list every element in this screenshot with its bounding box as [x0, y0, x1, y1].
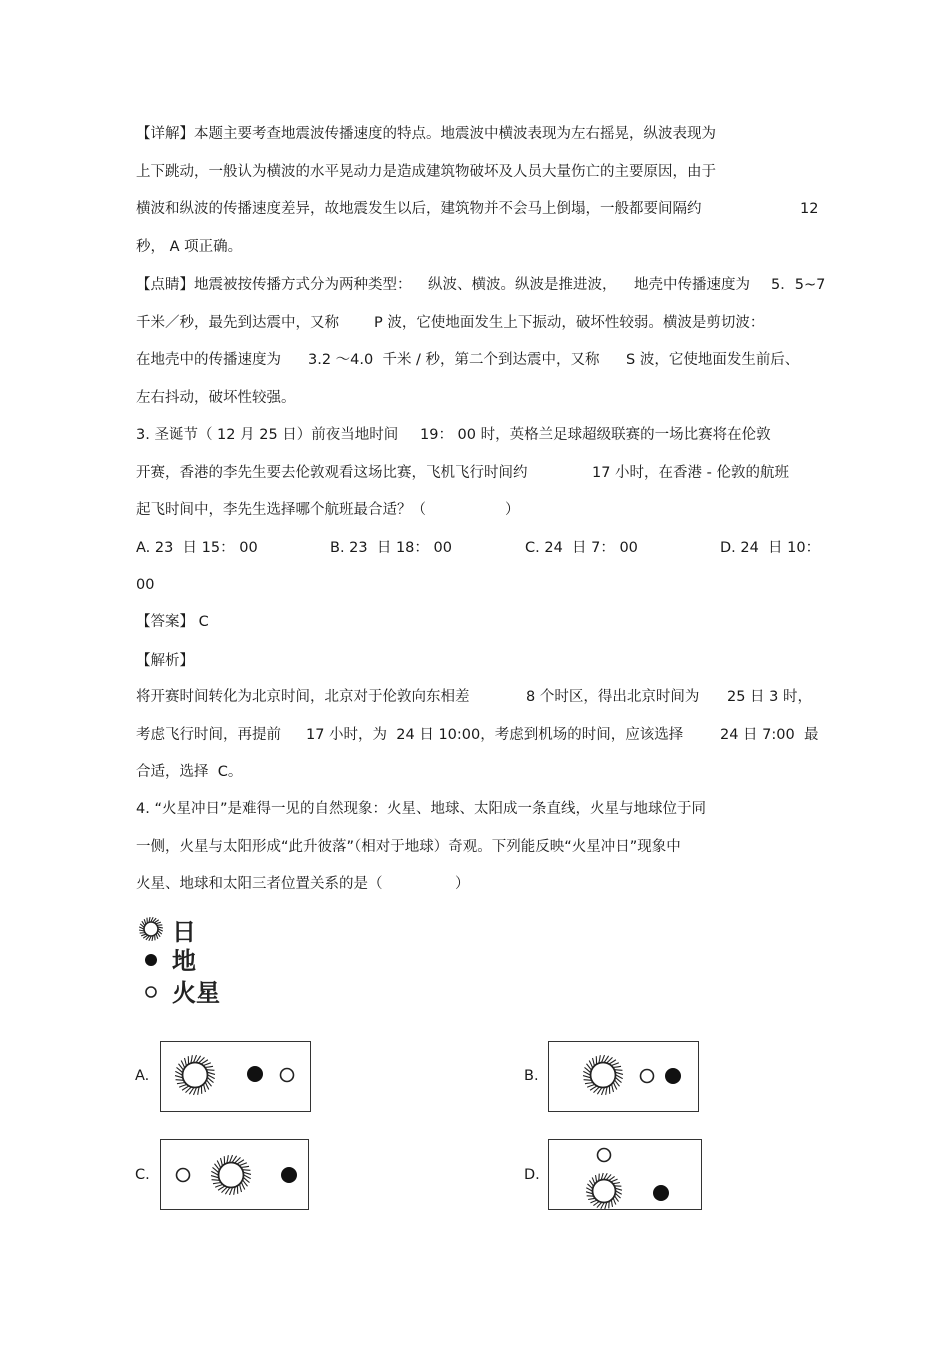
- earth-icon: [138, 945, 164, 971]
- sun-ray: [612, 1085, 614, 1092]
- earth-icon: [653, 1185, 669, 1201]
- sun-ray: [202, 1060, 208, 1064]
- q3-option-a: A. 23 日 15： 00: [136, 540, 258, 556]
- sun-ray: [614, 1083, 617, 1090]
- sun-ray: [242, 1183, 245, 1190]
- sun-ray: [601, 1203, 604, 1209]
- sun-ray: [238, 1160, 244, 1164]
- sun-ray: [143, 936, 147, 939]
- detail-line-3-number: 12: [800, 201, 819, 217]
- sun-ray: [217, 1161, 220, 1168]
- q4-line-2: 一侧，火星与太阳形成“此升彼落”（相对于地球）奇观。下列能反映“火星冲日”现象中: [136, 839, 681, 855]
- sun-icon: [138, 916, 164, 942]
- mars-icon: [138, 977, 164, 1003]
- tip-line-4: 左右抖动，破坏性较强。: [136, 390, 296, 406]
- q3-analysis-line-1-b: 8 个时区，得出北京时间为: [526, 689, 700, 705]
- sun-ray: [592, 1058, 594, 1065]
- sun-ray: [610, 1060, 616, 1064]
- sun-ray: [243, 1170, 251, 1171]
- tip-line-2: 千米／秒，最先到达震中，又称: [136, 315, 339, 331]
- tip-line-3-c: S 波，它使地面发生前后、: [626, 352, 800, 368]
- sun-ray: [139, 927, 143, 929]
- tip-line-1-c: 地壳中传播速度为: [634, 277, 750, 293]
- sun-ray: [597, 1203, 601, 1208]
- sun-ray: [153, 918, 156, 922]
- sun-ray: [599, 1055, 600, 1062]
- sun-ray: [182, 1086, 188, 1090]
- sun-ray: [613, 1198, 615, 1204]
- tip-line-3: 在地壳中的传播速度为: [136, 352, 281, 368]
- sun-ray: [204, 1063, 211, 1066]
- sun-icon: [586, 1173, 622, 1209]
- sun-ray: [616, 1194, 621, 1198]
- tip-line-1-d: 5．5~7: [771, 277, 826, 293]
- sun-ray: [211, 1171, 218, 1175]
- sun-ray: [152, 936, 153, 941]
- sun-ray: [212, 1180, 220, 1181]
- sun-ray: [234, 1187, 235, 1194]
- q3-line-3-b: ）: [505, 502, 520, 518]
- earth-icon: [281, 1167, 297, 1183]
- sun-ray: [616, 1191, 622, 1194]
- q3-analysis-line-2-c: 24 日 7:00 最: [720, 727, 819, 743]
- sun-ray: [175, 1071, 182, 1075]
- mars-icon: [598, 1149, 611, 1162]
- sun-ray: [213, 1183, 221, 1184]
- sun-ray: [242, 1166, 250, 1167]
- sun-ray: [208, 1072, 215, 1074]
- sun-ray: [230, 1155, 233, 1162]
- sun-ray: [158, 931, 162, 934]
- sun-ray: [149, 917, 150, 922]
- tip-line-2-b: P 波，它使地面发生上下振动，破坏性较弱。横波是剪切波：: [374, 315, 765, 331]
- mars-icon: [177, 1169, 190, 1182]
- legend-mars: [138, 975, 220, 1005]
- tip-line-1-b: 纵波、横波。纵波是推进波，: [428, 277, 617, 293]
- sun-ray: [158, 927, 163, 928]
- sun-ray: [204, 1085, 206, 1092]
- sun-ray: [586, 1192, 592, 1194]
- q3-analysis-line-3: 合适，选择 C。: [136, 764, 243, 780]
- sun-ray: [194, 1055, 197, 1062]
- sun-ray: [206, 1083, 209, 1090]
- sun-ray: [206, 1066, 214, 1067]
- sun-ray: [592, 1177, 594, 1183]
- q3-analysis-line-1-c: 25 日 3 时，: [727, 689, 813, 705]
- sun-ray: [616, 1075, 623, 1079]
- sun-ray: [214, 1164, 219, 1170]
- sun-ray: [593, 1202, 598, 1206]
- sun-icon: [583, 1055, 623, 1095]
- sun-ray: [589, 1180, 593, 1185]
- sun-ray: [158, 933, 161, 937]
- earth-icon: [665, 1068, 681, 1084]
- sun-ray: [604, 1173, 607, 1179]
- sun-ray: [612, 1063, 619, 1066]
- q4-line-3-b: ）: [455, 876, 470, 892]
- sun-ray: [613, 1182, 619, 1183]
- sun-ray: [175, 1076, 182, 1078]
- option-b-label[interactable]: B.: [524, 1068, 539, 1084]
- sun-ray: [155, 920, 159, 923]
- q3-line-1: 3. 圣诞节（ 12 月 25 日）前夜当地时间: [136, 427, 399, 443]
- legend-earth: [138, 943, 196, 973]
- sun-ray: [142, 921, 145, 925]
- sun-ray: [587, 1184, 592, 1188]
- mars-icon: [641, 1070, 654, 1083]
- sun-ray: [615, 1070, 623, 1071]
- sun-ray: [244, 1175, 251, 1179]
- sun-ray: [601, 1173, 603, 1179]
- q3-line-1-b: 19： 00 时，英格兰足球超级联赛的一场比赛将在伦敦: [420, 427, 771, 443]
- sun-ray: [198, 1087, 199, 1094]
- sun-ray: [141, 934, 146, 936]
- sun-ray: [178, 1064, 183, 1070]
- sun-ray: [615, 1080, 620, 1086]
- sun-ray: [176, 1080, 184, 1081]
- sun-ray: [588, 1198, 594, 1199]
- q3-answer: 【答案】 C: [136, 614, 209, 630]
- option-c-diagram[interactable]: [160, 1139, 309, 1210]
- option-a-label[interactable]: A.: [135, 1068, 150, 1084]
- option-d-diagram[interactable]: [548, 1139, 702, 1210]
- sun-ray: [177, 1083, 185, 1084]
- sun-ray: [156, 922, 161, 924]
- sun-ray: [208, 1075, 215, 1079]
- sun-ray: [587, 1085, 594, 1088]
- q3-option-b: B. 23 日 18： 00: [330, 540, 452, 556]
- option-b-diagram[interactable]: [548, 1041, 699, 1112]
- tip-line-3-b: 3.2 ～4.0 千米 / 秒，第二个到达震中，又称: [308, 352, 600, 368]
- sun-ray: [146, 936, 149, 940]
- sun-ray: [179, 1085, 186, 1088]
- option-a-diagram[interactable]: [160, 1041, 311, 1112]
- detail-line-2: 上下跳动，一般认为横波的水平晃动力是造成建筑物破坏及人员大量伤亡的主要原因，由于: [136, 164, 716, 180]
- q3-option-d: D. 24 日 10：: [720, 540, 821, 556]
- sun-ray: [616, 1072, 623, 1074]
- sun-ray: [602, 1055, 605, 1062]
- sun-ray: [207, 1080, 212, 1086]
- detail-line-3: 横波和纵波的传播速度差异，故地震发生以后，建筑物并不会马上倒塌，一般都要间隔约: [136, 201, 702, 217]
- sun-icon: [175, 1055, 215, 1095]
- q3-line-3: 起飞时间中，李先生选择哪个航班最合适？（: [136, 502, 426, 518]
- sun-ray: [194, 1088, 197, 1095]
- sun-ray: [602, 1088, 605, 1095]
- sun-ray: [240, 1163, 247, 1166]
- sun-ray: [611, 1179, 617, 1181]
- sun-ray: [611, 1200, 612, 1206]
- mars-icon: [281, 1069, 294, 1082]
- sun-ray: [585, 1083, 593, 1084]
- sun-ray: [227, 1155, 228, 1162]
- sun-ray: [215, 1185, 222, 1188]
- sun-ray: [144, 919, 146, 924]
- sun-ray: [589, 1061, 592, 1068]
- sun-ray: [218, 1186, 224, 1190]
- q4-line-3: 火星、地球和太阳三者位置关系的是（: [136, 876, 383, 892]
- detail-line-4: 秒， A 项正确。: [136, 239, 243, 255]
- q3-option-d-cont: 00: [136, 577, 155, 593]
- sun-ray: [583, 1076, 590, 1078]
- sun-ray: [211, 1176, 218, 1178]
- option-c-label[interactable]: C.: [135, 1167, 150, 1183]
- q3-analysis-line-2-b: 17 小时，为 24 日 10:00，考虑到机场的时间，应该选择: [306, 727, 684, 743]
- sun-ray: [607, 1174, 611, 1179]
- sun-ray: [149, 937, 151, 941]
- sun-ray: [586, 1064, 591, 1070]
- q3-analysis-line-1: 将开赛时间转化为北京时间，北京对于伦敦向东相差: [136, 689, 470, 705]
- sun-ray: [243, 1180, 248, 1186]
- sun-ray: [583, 1071, 590, 1075]
- sun-ray: [609, 1176, 614, 1180]
- legend-earth-label: 地: [172, 946, 196, 975]
- q3-line-2-b: 17 小时，在香港 - 伦敦的航班: [592, 465, 790, 481]
- sun-ray: [240, 1185, 242, 1192]
- sun-ray: [590, 1086, 596, 1090]
- option-d-label[interactable]: D.: [524, 1167, 540, 1183]
- sun-ray: [614, 1066, 622, 1067]
- sun-ray: [140, 924, 144, 927]
- q3-option-c: C. 24 日 7： 00: [525, 540, 638, 556]
- q3-line-2: 开赛，香港的李先生要去伦敦观看这场比赛，飞机飞行时间约: [136, 465, 528, 481]
- sun-ray: [159, 929, 163, 931]
- sun-ray: [181, 1061, 184, 1068]
- sun-ray: [595, 1175, 596, 1181]
- sun-ray: [605, 1203, 607, 1209]
- sun-ray: [151, 917, 153, 921]
- legend-mars-label: 火星: [172, 978, 220, 1007]
- sun-ray: [184, 1058, 186, 1065]
- sun-ray: [207, 1070, 215, 1071]
- sun-ray: [220, 1158, 222, 1165]
- detail-line-1: 【详解】本题主要考查地震波传播速度的特点。地震波中横波表现为左右摇晃，纵波表现为: [136, 126, 716, 142]
- sun-ray: [584, 1080, 592, 1081]
- legend-sun: [138, 914, 196, 944]
- sun-ray: [615, 1196, 619, 1201]
- sun-ray: [244, 1172, 251, 1174]
- sun-icon: [211, 1155, 251, 1195]
- sun-ray: [590, 1200, 596, 1202]
- earth-icon: [247, 1066, 263, 1082]
- sun-ray: [139, 930, 144, 931]
- sun-ray: [616, 1188, 622, 1190]
- sun-ray: [230, 1188, 233, 1195]
- sun-ray: [156, 934, 158, 939]
- sun-ray: [606, 1087, 607, 1094]
- sun-ray: [586, 1188, 592, 1191]
- legend-sun-label: 日: [172, 917, 196, 946]
- q3-analysis-heading: 【解析】: [136, 653, 194, 669]
- q4-line-1: 4. “火星冲日”是难得一见的自然现象：火星、地球、太阳成一条直线，火星与地球位于同: [136, 801, 706, 817]
- sun-ray: [191, 1055, 192, 1062]
- q3-analysis-line-2: 考虑飞行时间，再提前: [136, 727, 281, 743]
- tip-line-1: 【点睛】地震被按传播方式分为两种类型：: [136, 277, 412, 293]
